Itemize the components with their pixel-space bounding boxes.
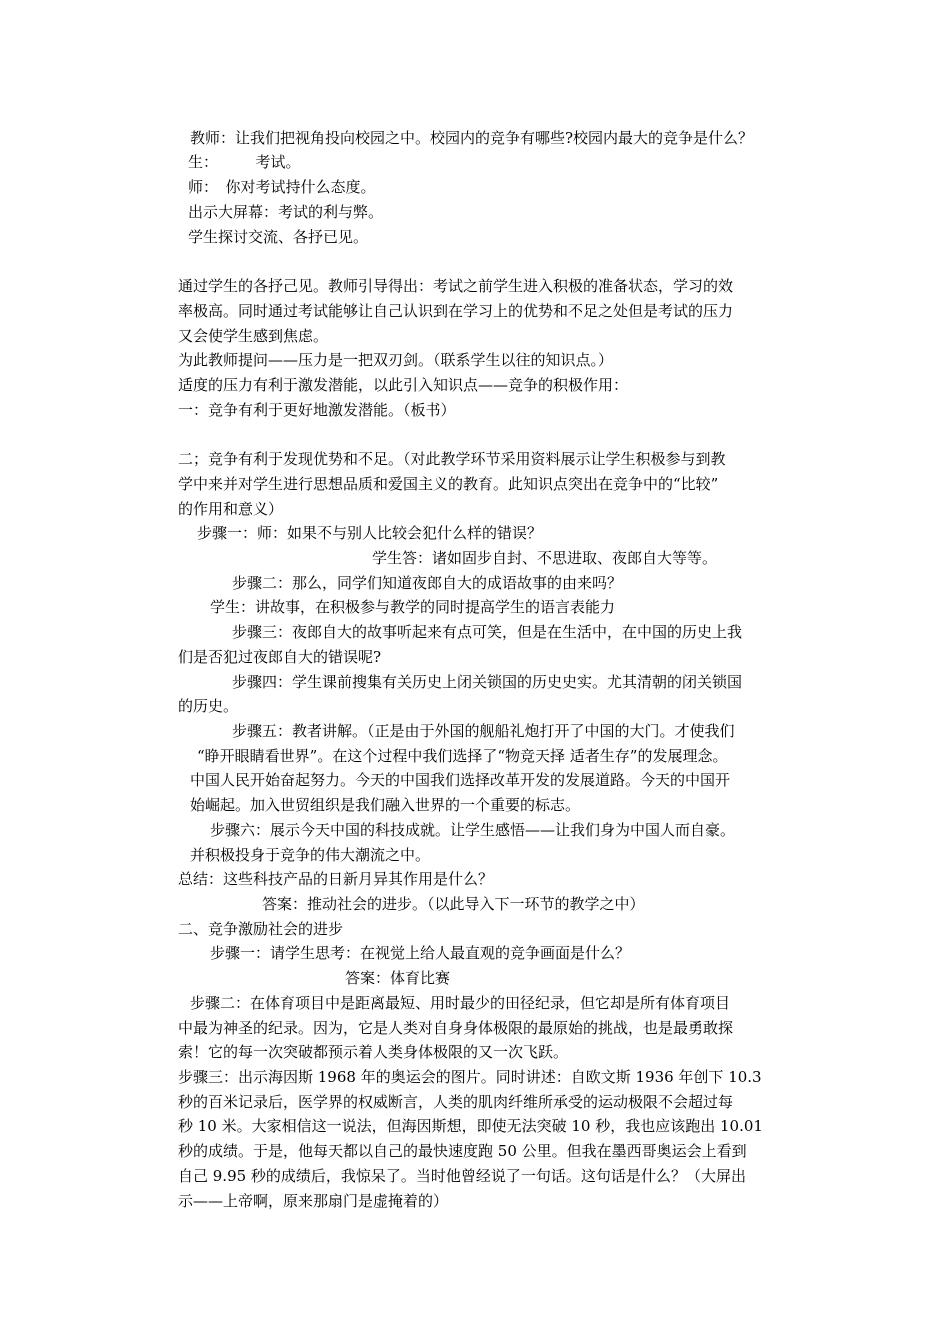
text-line: 总结：这些科技产品的日新月异其作用是什么？ <box>178 870 494 888</box>
text-line: 步骤二：那么，同学们知道夜郎自大的成语故事的由来吗？ <box>232 574 623 592</box>
text-line: 并积极投身于竞争的伟大潮流之中。 <box>190 846 431 864</box>
text-line: 们是否犯过夜郎自大的错误呢? <box>178 648 382 666</box>
text-line: 适度的压力有利于激发潜能，以此引入知识点——竞争的积极作用： <box>178 376 629 394</box>
text-line: 二、竞争激励社会的进步 <box>178 920 344 938</box>
text-line: 中国人民开始奋起努力。今天的中国我们选择改革开发的发展道路。今天的中国开 <box>190 771 731 789</box>
text-line: 又会使学生感到焦虑。 <box>178 327 329 345</box>
text-line: 的作用和意义） <box>178 500 284 518</box>
text-line: 答案：推动社会的进步。（以此导入下一环节的教学之中） <box>262 895 645 913</box>
text-line: 学生：讲故事，在积极参与教学的同时提高学生的语言表能力 <box>210 598 616 616</box>
text-line: 步骤三：出示海因斯 1968 年的奥运会的图片。同时讲述：自欧文斯 1936 年创下 10.3 <box>178 1068 762 1086</box>
text-line: “睁开眼睛看世界”。在这个过程中我们选择了“物竞天择 适者生存”的发展理念。 <box>197 747 728 765</box>
text-line: 教师：让我们把视角投向校园之中。校园内的竞争有哪些?校园内最大的竞争是什么？ <box>190 129 754 147</box>
text-line: 学中来并对学生进行思想品质和爱国主义的教育。此知识点突出在竞争中的“比较” <box>178 475 719 493</box>
text-line: 生： 考试。 <box>188 153 301 171</box>
text-line: 始崛起。加入世贸组织是我们融入世界的一个重要的标志。 <box>190 796 581 814</box>
text-line: 索！它的每一次突破都预示着人类身体极限的又一次飞跃。 <box>178 1043 569 1061</box>
text-line: 示——上帝啊，原来那扇门是虚掩着的） <box>178 1192 449 1210</box>
text-line: 一：竞争有利于更好地激发潜能。（板书） <box>178 401 456 419</box>
text-line: 为此教师提问——压力是一把双刃剑。（联系学生以往的知识点。） <box>178 351 614 369</box>
text-line: 学生答：诸如固步自封、不思进取、夜郎自大等等。 <box>372 549 718 567</box>
text-line: 自己 9.95 秒的成绩后，我惊呆了。当时他曾经说了一句话。这句话是什么？（大屏出 <box>178 1167 746 1185</box>
text-line: 二；竞争有利于发现优势和不足。（对此教学环节采用资料展示让学生积极参与到教 <box>178 450 726 468</box>
text-line: 秒的百米记录后，医学界的权威断言，人类的肌肉纤维所承受的运动极限不会超过每 <box>178 1093 734 1111</box>
text-line: 步骤五：教者讲解。（正是由于外国的舰船礼炮打开了中国的大门。才使我们 <box>232 722 735 740</box>
text-line: 中最为神圣的纪录。因为，它是人类对自身身体极限的最原始的挑战，也是最勇敢探 <box>178 1019 734 1037</box>
text-line: 步骤三：夜郎自大的故事听起来有点可笑，但是在生活中，在中国的历史上我 <box>232 623 743 641</box>
text-line: 步骤四：学生课前搜集有关历史上闭关锁国的历史史实。尤其清朝的闭关锁国 <box>232 673 743 691</box>
text-line: 出示大屏幕：考试的利与弊。 <box>188 203 384 221</box>
text-line: 步骤一：请学生思考：在视觉上给人最直观的竞争画面是什么？ <box>210 944 631 962</box>
text-line: 师： 你对考试持什么态度。 <box>188 178 376 196</box>
text-line: 步骤六：展示今天中国的科技成就。让学生感悟——让我们身为中国人而自豪。 <box>210 821 736 839</box>
text-line: 步骤二：在体育项目中是距离最短、用时最少的田径纪录，但它却是所有体育项目 <box>190 994 731 1012</box>
text-line: 率极高。同时通过考试能够让自己认识到在学习上的优势和不足之处但是考试的压力 <box>178 302 734 320</box>
text-line: 秒的成绩。于是，他每天都以自己的最快速度跑 50 公里。但我在墨西哥奥运会上看到 <box>178 1142 747 1160</box>
text-line: 答案：体育比赛 <box>345 969 451 987</box>
text-line: 通过学生的各抒己见。教师引导得出：考试之前学生进入积极的准备状态，学习的效 <box>178 277 734 295</box>
text-line: 步骤一：师：如果不与别人比较会犯什么样的错误？ <box>197 524 543 542</box>
text-line: 学生探讨交流、各抒已见。 <box>188 228 369 246</box>
text-line: 秒 10 米。大家相信这一说法，但海因斯想，即使无法突破 10 秒，我也应该跑出 10.01 <box>178 1117 763 1135</box>
text-line: 的历史。 <box>178 697 239 715</box>
